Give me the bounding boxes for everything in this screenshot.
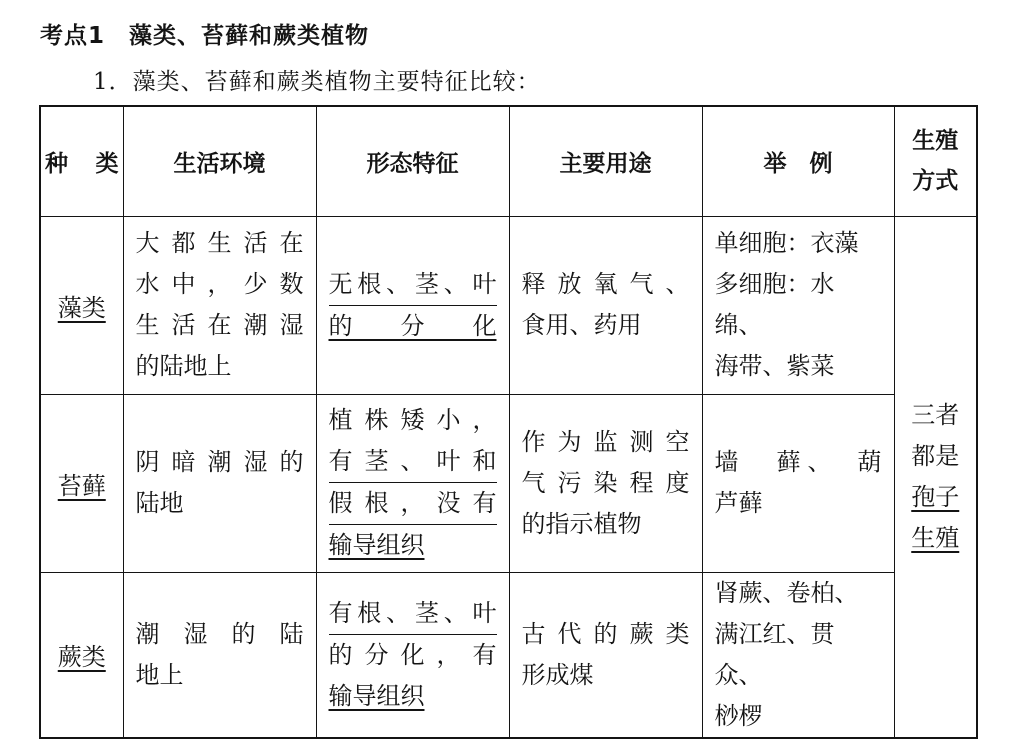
usage-cell: 古代的蕨类 形成煤 xyxy=(509,572,702,738)
table-row xyxy=(40,394,977,572)
table-row xyxy=(40,572,977,738)
type-cell xyxy=(40,394,123,572)
morphology-cell: 无根、茎、叶 的分化 xyxy=(316,216,509,394)
header-type: 种 类 xyxy=(40,106,123,216)
type-label: 蕨类 xyxy=(57,643,106,671)
comparison-table xyxy=(39,105,978,739)
header-environment: 生活环境 xyxy=(123,106,316,216)
table-row xyxy=(40,216,977,394)
reproduction-cell: 三者 都是 孢子 生殖 xyxy=(894,216,977,738)
environment-cell: 潮湿的陆 地上 xyxy=(123,572,316,738)
header-reproduction: 生殖 方式 xyxy=(894,106,977,216)
section-subtitle: 1．藻类、苔藓和蕨类植物主要特征比较： xyxy=(93,69,541,95)
header-examples: 举 例 xyxy=(702,106,894,216)
usage-cell: 作为监测空 气污染程度 的指示植物 xyxy=(509,394,702,572)
header-morphology: 形态特征 xyxy=(316,106,509,216)
type-cell xyxy=(40,572,123,738)
environment-cell: 阴暗潮湿的 陆地 xyxy=(123,394,316,572)
morphology-cell: 植株矮小， 有茎、叶和 假根，没有 输导组织 xyxy=(316,394,509,572)
examples-cell: 单细胞：衣藻 多细胞：水绵、 海带、紫菜 xyxy=(702,216,894,394)
header-usage: 主要用途 xyxy=(509,106,702,216)
usage-cell: 释放氧气、 食用、药用 xyxy=(509,216,702,394)
environment-cell: 大都生活在 水中，少数 生活在潮湿 的陆地上 xyxy=(123,216,316,394)
examples-cell: 肾蕨、卷柏、 满江红、贯众、 桫椤 xyxy=(702,572,894,738)
examples-cell: 墙 藓、 葫 芦藓 xyxy=(702,394,894,572)
section-heading: 考点1 藻类、苔藓和蕨类植物 xyxy=(40,23,370,49)
header-row xyxy=(40,106,977,216)
morphology-cell: 有根、茎、叶 的分化，有 输导组织 xyxy=(316,572,509,738)
type-cell xyxy=(40,216,123,394)
type-label: 藻类 xyxy=(57,293,106,322)
type-label: 苔藓 xyxy=(57,471,106,500)
